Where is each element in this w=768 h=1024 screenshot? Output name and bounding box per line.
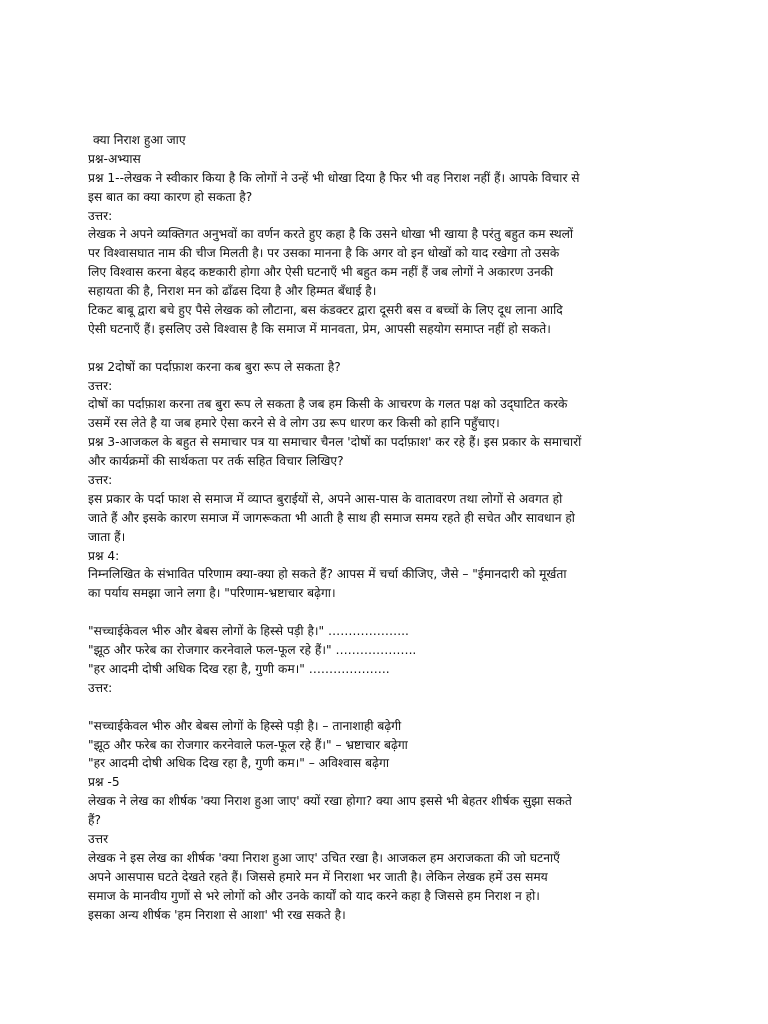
answer-4-label: उत्तर:: [88, 680, 113, 695]
question-4-line: निम्नलिखित के संभावित परिणाम क्या-क्या हो सकते हैं? आपस में चर्चा कीजिए, जैसे – "ईमानदारी को मूर्खता: [88, 567, 567, 582]
question-4-item: "हर आदमी दोषी अधिक दिख रहा है, गुणी कम।" ………………..: [88, 661, 390, 676]
question-3-line: प्रश्न 3-आजकल के बहुत से समाचार पत्र या समाचार चैनल 'दोषों का पर्दाफ़ाश' कर रहे हैं। इस प्रकार के समाचारों: [88, 435, 582, 450]
answer-1-line: पर विश्वासघात नाम की चीज मिलती है। पर उसका मानना है कि अगर वो इन धोखों को याद रखेगा तो उसके: [88, 246, 560, 261]
answer-3-label: उत्तर:: [88, 473, 113, 488]
question-5-line: हैं?: [88, 813, 101, 828]
question-1-line: इस बात का क्या कारण हो सकता है?: [88, 189, 253, 204]
answer-1-line: लिए विश्वास करना बेहद कष्टकारी होगा और ऐसी घटनाएँ भी बहुत कम नहीं हैं जब लोगों ने अकारण उनकी: [88, 265, 554, 280]
section-heading: प्रश्न-अभ्यास: [88, 151, 141, 166]
blank-line: [88, 698, 688, 717]
question-3-line: और कार्यक्रमों की सार्थकता पर तर्क सहित विचार लिखिए?: [88, 454, 344, 469]
answer-1-line: लेखक ने अपने व्यक्तिगत अनुभवों का वर्णन करते हुए कहा है कि उसने धोखा भी खाया है परंतु बहुत कम स्थलों: [88, 227, 574, 242]
question-1-line: प्रश्न 1--लेखक ने स्वीकार किया है कि लोगों ने उन्हें भी धोखा दिया है फिर भी वह निराश नहीं हैं। आपके विचार से: [88, 170, 580, 185]
answer-4-item: "सच्चाईकेवल भीरु और बेबस लोगों के हिस्से पड़ी है। – तानाशाही बढ़ेगी: [88, 718, 402, 733]
question-5-label: प्रश्न -5: [88, 775, 120, 790]
document-body: [88, 131, 688, 924]
answer-3-line: जाता हैं।: [88, 529, 126, 544]
answer-2-line: दोषों का पर्दाफ़ाश करना तब बुरा रूप ले सकता है जब हम किसी के आचरण के गलत पक्ष को उद्‌घाटित करके: [88, 397, 568, 412]
blank-line: [88, 339, 688, 358]
question-2: प्रश्न 2दोषों का पर्दाफ़ाश करना कब बुरा रूप ले सकता है?: [88, 359, 341, 374]
answer-4-item: "झूठ और फरेब का रोजगार करनेवाले फल-फूल रहे हैं।" – भ्रष्टाचार बढ़ेगा: [88, 737, 408, 752]
answer-1-line: सहायता की है, निराश मन को ढाँढस दिया है और हिम्मत बँधाई है।: [88, 284, 377, 299]
answer-2-label: उत्तर:: [88, 378, 113, 393]
answer-1-label: उत्तर:: [88, 208, 113, 223]
answer-2-line: उसमें रस लेते है या जब हमारे ऐसा करने से वे लोग उग्र रूप धारण कर किसी को हानि पहुँचाए।: [88, 416, 500, 431]
question-4-line: का पर्याय समझा जाने लगा है। "परिणाम-भ्रष्टाचार बढ़ेगा।: [88, 586, 336, 601]
answer-3-line: इस प्रकार के पर्दा फाश से समाज में व्याप्त बुराईयों से, अपने आस-पास के वातावरण तथा लोगों से अवगत हो: [88, 491, 563, 506]
answer-5-line: समाज के मानवीय गुणों से भरे लोगों को और उनके कार्यों को याद करने कहा है जिससे हम निराश न हो।: [88, 888, 540, 903]
question-4-item: "सच्चाईकेवल भीरु और बेबस लोगों के हिस्से पड़ी है।" ………………..: [88, 624, 409, 639]
document-title: क्या निराश हुआ जाए: [93, 133, 186, 147]
question-4-item: "झूठ और फरेब का रोजगार करनेवाले फल-फूल रहे हैं।" ………………..: [88, 643, 417, 658]
answer-1-line: ऐसी घटनाएँ हैं। इसलिए उसे विश्वास है कि समाज में मानवता, प्रेम, आपसी सहयोग समाप्त नहीं हो सकते।: [88, 321, 551, 336]
answer-5-line: लेखक ने इस लेख का शीर्षक 'क्या निराश हुआ जाए' उचित रखा है। आजकल हम अराजकता की जो घटनाएँ: [88, 850, 560, 865]
answer-5-line: अपने आसपास घटते देखते रहते हैं। जिससे हमारे मन में निराशा भर जाती है। लेकिन लेखक हमें उस समय: [88, 869, 548, 884]
answer-1-line: टिकट बाबू द्वारा बचे हुए पैसे लेखक को लौटाना, बस कंडक्टर द्वारा दूसरी बस व बच्चों के लिए दूध लाना आदि: [88, 303, 563, 318]
answer-3-line: जाते हैं और इसके कारण समाज में जागरूकता भी आती है साथ ही समाज समय रहते ही सचेत और सावधान हो: [88, 510, 575, 525]
question-5-line: लेखक ने लेख का शीर्षक 'क्या निराश हुआ जाए' क्यों रखा होगा? क्या आप इससे भी बेहतर शीर्षक सुझा सकते: [88, 794, 572, 809]
blank-line: [88, 603, 688, 622]
question-4-label: प्रश्न 4:: [88, 548, 120, 563]
answer-4-item: "हर आदमी दोषी अधिक दिख रहा है, गुणी कम।" – अविश्वास बढ़ेगा: [88, 756, 389, 771]
answer-5-line: इसका अन्य शीर्षक 'हम निराशा से आशा' भी रख सकते है।: [88, 907, 346, 922]
answer-5-label: उत्तर: [88, 831, 109, 846]
